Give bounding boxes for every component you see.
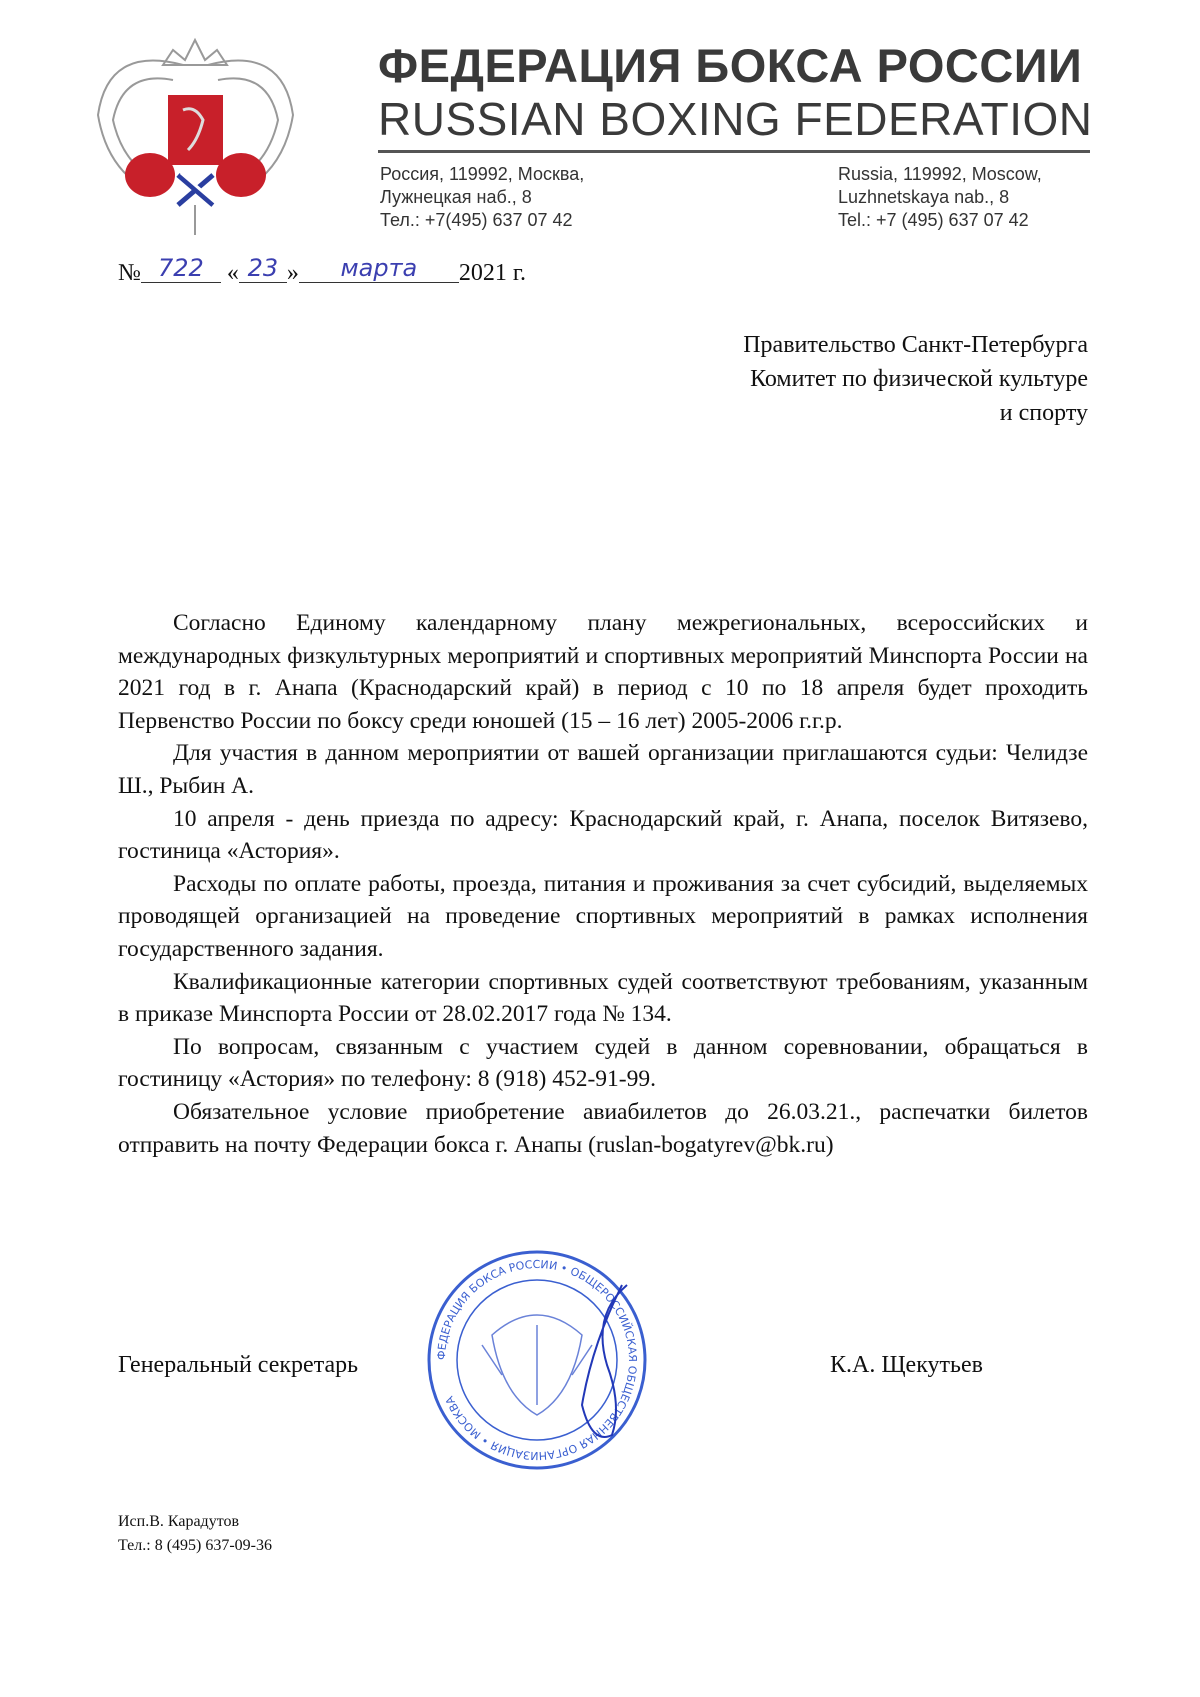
paragraph: По вопросам, связанным с участием судей в данном соревновании, обращаться в гостиницу «Астория» по телефону: 8 (918) 452-91-99. (118, 1033, 1088, 1093)
document-year: 2021 г. (458, 260, 527, 286)
official-stamp (422, 1245, 652, 1475)
letter-body (118, 607, 1088, 1161)
paragraph: Квалификационные категории спортивных судей соответствуют требованиям, указанным в приказе Минспорта России от 28.02.2017 года № 134. (118, 968, 1088, 1028)
recipient-line: и спорту (999, 400, 1088, 426)
executor-phone: Тел.: 8 (495) 637-09-36 (118, 1537, 273, 1554)
executor-name: Исп.В. Карадутов (118, 1513, 240, 1530)
document-number: 722 (141, 254, 221, 283)
stamp-text: ФЕДЕРАЦИЯ БОКСА РОССИИ • ОБЩЕРОССИЙСКАЯ ОБЩЕСТВЕННАЯ ОРГАНИЗАЦИЯ • МОСКВА (434, 1257, 640, 1463)
executor-info (118, 1510, 272, 1558)
recipient-line: Комитет по физической культуре (750, 366, 1088, 392)
document-day: 23 (239, 254, 287, 283)
paragraph: Для участия в данном мероприятии от вашей организации приглашаются судьи: Челидзе Ш., Рыбин А. (118, 740, 1088, 799)
quote: » (286, 260, 299, 286)
signatory-title: Генеральный секретарь (118, 1352, 359, 1378)
address-phone: Тел.: +7(495) 637 07 42 (380, 210, 573, 230)
address-line: Russia, 119992, Moscow, (838, 164, 1042, 184)
paragraph: 10 апреля - день приезда по адресу: Краснодарский край, г. Анапа, поселок Витязево, гостиница «Астория». (118, 805, 1088, 865)
quote: « (226, 260, 239, 286)
registration-line (118, 254, 527, 287)
recipient-block (743, 328, 1088, 430)
address-line: Лужнецкая наб., 8 (380, 187, 532, 207)
federation-logo (88, 25, 303, 240)
paragraph: Обязательное условие приобретение авиабилетов до 26.03.21., распечатки билетов отправить на почту Федерации бокса г. Анапы (ruslan-bogatyrev@bk.ru) (118, 1098, 1088, 1158)
address-en (838, 163, 1042, 232)
address-ru (380, 163, 584, 232)
address-line: Luzhnetskaya nab., 8 (838, 187, 1010, 207)
paragraph: Расходы по оплате работы, проезда, питания и проживания за счет субсидий, выделяемых проводящей организацией на проведение спортивных мероприятий в рамках исполнения государственного задания. (118, 870, 1088, 962)
recipient-line: Правительство Санкт-Петербурга (743, 332, 1088, 358)
number-sign: № (118, 260, 141, 286)
signatory-name: К.А. Щекутьев (830, 1352, 983, 1378)
paragraph: Согласно Единому календарному плану межрегиональных, всероссийских и международных физкультурных мероприятий и спортивных мероприятий Минспорта России на 2021 год в г. Анапа (Краснодарский край) в период с 10 по 18 апреля будет проходить Первенство России по боксу среди юношей (15 – 16 лет) 2005-2006 г.г.р. (118, 610, 1088, 734)
address-line: Россия, 119992, Москва, (380, 164, 585, 184)
address-phone: Tel.: +7 (495) 637 07 42 (838, 210, 1029, 230)
document-month: марта (299, 254, 459, 283)
org-title-en: RUSSIAN BOXING FEDERATION (378, 93, 1093, 145)
org-title-ru: ФЕДЕРАЦИЯ БОКСА РОССИИ (378, 39, 1083, 92)
header-divider (378, 150, 1090, 153)
